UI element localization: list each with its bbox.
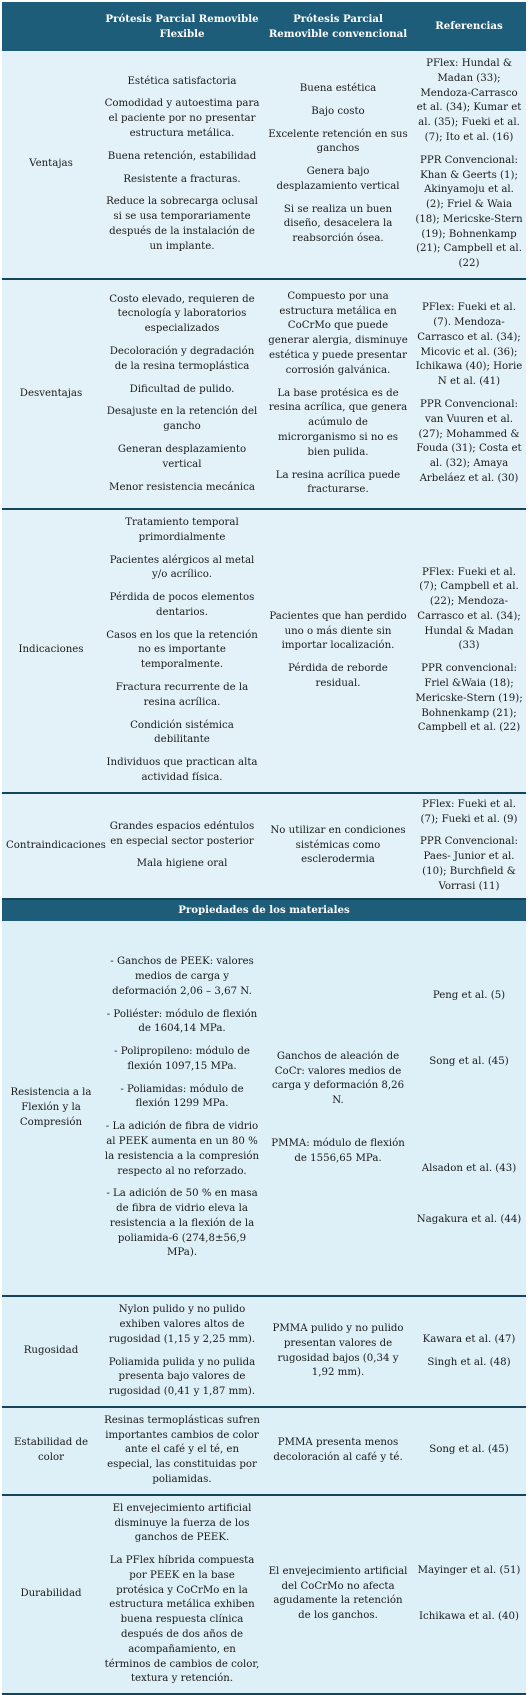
- comparison-table: [2, 2, 526, 1695]
- conventional-cell-text: Pacientes que han perdido uno o más diente sin importar localización.: [269, 610, 407, 652]
- references-cell: [412, 921, 526, 1296]
- conventional-cell: [264, 793, 412, 900]
- references-cell-text: PPR convencional: Friel &Waia (18); Mericske-Stern (19); Bohnenkamp (21); Campbell et al. (22): [415, 663, 523, 734]
- flexible-cell-text: Estética satisfactoria: [127, 75, 237, 87]
- row-label: Resistencia a la Flexión y la Compresión: [2, 921, 100, 1296]
- conventional-cell-text: Pérdida de reborde residual.: [288, 663, 388, 690]
- props-body: [2, 921, 526, 1694]
- references-cell-text: PPR Convencional: Paes- Junior et al. (10); Burchfield & Vorrasi (11): [420, 836, 518, 892]
- flexible-cell: [100, 279, 264, 509]
- conventional-cell-text: El envejecimiento artificial del CoCrMo no afecta agudamente la retención de los ganchos.: [268, 1565, 408, 1622]
- row-label: Desventajas: [2, 279, 100, 509]
- table-row: [2, 51, 526, 279]
- row-label: Ventajas: [2, 51, 100, 279]
- property-row: [2, 1296, 526, 1407]
- table-row: [2, 279, 526, 509]
- conventional-cell-text: PMMA: módulo de flexión de 1556,65 MPa.: [271, 1137, 405, 1164]
- flexible-cell: [100, 1495, 264, 1694]
- row-label: Indicaciones: [2, 509, 100, 793]
- conventional-cell-text: Buena estética: [299, 82, 377, 94]
- flexible-cell-text: La PFlex híbrida compuesta por PEEK en la base protésica y CoCrMo en la estructura metálica exhiben buena respuesta clínica después de dos años de acompañamiento, en términos de cambios de color, textura y retención.: [104, 1555, 260, 1685]
- row-label: Estabilidad de color: [2, 1407, 100, 1495]
- flexible-cell-text: Condición sistémica debilitante: [130, 719, 234, 746]
- main-body: [2, 51, 526, 899]
- flexible-cell-text: - Ganchos de PEEK: valores medios de carga y deformación 2,06 – 3,67 N.: [110, 956, 254, 997]
- flexible-cell-text: Grandes espacios edéntulos en especial sector posterior: [109, 820, 255, 847]
- flexible-cell-text: - Polipropileno: módulo de flexión 1097,15 MPa.: [114, 1046, 250, 1072]
- flexible-cell: [100, 793, 264, 900]
- flexible-cell-text: Pérdida de pocos elementos dentarios.: [109, 592, 255, 618]
- table-row: [2, 793, 526, 900]
- header-col-references: Referencias: [412, 2, 526, 51]
- conventional-cell: [264, 51, 412, 279]
- flexible-cell-text: Comodidad y autoestima para el paciente por no presentar estructura metálica.: [104, 98, 260, 139]
- conventional-cell: [264, 1495, 412, 1694]
- header-col-empty: [2, 2, 100, 51]
- references-cell-text: Song et al. (45): [429, 1056, 509, 1068]
- references-cell-text: Song et al. (45): [429, 1444, 509, 1456]
- flexible-cell-text: - Poliamidas: módulo de flexión 1299 MPa.: [120, 1083, 244, 1110]
- references-cell-text: Nagakura et al. (44): [416, 1213, 522, 1225]
- conventional-cell-text: Genera bajo desplazamiento vertical: [276, 166, 400, 192]
- conventional-cell-text: PMMA presenta menos decoloración al café y té.: [273, 1437, 403, 1463]
- row-label: Rugosidad: [2, 1296, 100, 1407]
- references-cell: [412, 1296, 526, 1407]
- conventional-cell-text: Compuesto por una estructura metálica en CoCrMo que puede generar alergia, disminuye estética y puede presentar corrosión galvánica.: [268, 290, 408, 376]
- references-cell-text: PFlex: Fueki et al. (7); Fueki et al. (9): [420, 798, 518, 825]
- flexible-cell-text: Menor resistencia mecánica: [109, 481, 255, 493]
- references-cell-text: Alsadon et al. (43): [421, 1163, 517, 1175]
- row-label: Durabilidad: [2, 1495, 100, 1694]
- references-cell-text: PPR Convencional: van Vuuren et al. (27); Mohammed & Fouda (31); Costa et al. (32); Amaya Arbeláez et al. (30): [416, 399, 522, 484]
- references-cell: [412, 509, 526, 793]
- row-label: Contraindicaciones: [2, 793, 100, 900]
- references-cell-text: PFlex: Fueki et al. (7). Mendoza-Carrasco et al. (34); Micovic et al. (36); Ichikawa (40); Horie N et al. (41): [415, 302, 523, 388]
- flexible-cell-text: Dificultad de pulido.: [129, 383, 235, 395]
- table-row: [2, 509, 526, 793]
- flexible-cell: [100, 509, 264, 793]
- references-cell-text: PPR Convencional: Khan & Geerts (1); Akinyamoju et al. (2); Friel & Waia (18); Mericske-Stern (19); Bohnenkamp (21); Campbell et al. (22): [415, 154, 523, 270]
- property-row: [2, 1407, 526, 1495]
- conventional-cell-text: La base protésica es de resina acrílica, que genera acúmulo de microrganismo si no es bien pulida.: [268, 387, 408, 458]
- references-cell-text: PFlex: Fueki et al. (7); Campbell et al. (22); Mendoza-Carrasco et al. (34); Hundal & Madan (33): [417, 566, 521, 652]
- flexible-cell-text: Pacientes alérgicos al metal y/o acrílico.: [109, 554, 255, 581]
- conventional-cell: [264, 509, 412, 793]
- references-cell: [412, 279, 526, 509]
- header-col-flexible: Prótesis Parcial Removible Flexible: [100, 2, 264, 51]
- references-cell-text: Peng et al. (5): [432, 989, 506, 1001]
- references-cell-text: PFlex: Hundal & Madan (33); Mendoza-Carrasco et al. (34); Kumar et al. (35); Fueki et al. (7); Ito et al. (16): [416, 58, 522, 143]
- references-cell: [412, 1407, 526, 1495]
- flexible-cell-text: - La adición de 50 % en masa de fibra de vidrio eleva la resistencia a la flexión de la poliamida-6 (274,8±56,9 MPa).: [106, 1188, 258, 1259]
- flexible-cell-text: Nylon pulido y no pulido exhiben valores altos de rugosidad (1,15 y 2,25 mm).: [108, 1304, 256, 1345]
- conventional-cell: [264, 921, 412, 1296]
- section-title: Propiedades de los materiales: [2, 899, 526, 921]
- references-cell-text: Mayinger et al. (51): [417, 1564, 521, 1576]
- property-row: [2, 921, 526, 1296]
- header-row: [2, 2, 526, 51]
- flexible-cell-text: Fractura recurrente de la resina acrílica.: [115, 682, 249, 708]
- flexible-cell: [100, 51, 264, 279]
- flexible-cell-text: Desajuste en la retención del gancho: [106, 406, 258, 433]
- flexible-cell-text: - La adición de fibra de vidrio al PEEK aumenta en un 80 % la resistencia a la compresión respecto al no reforzado.: [104, 1121, 260, 1177]
- flexible-cell-text: El envejecimiento artificial disminuye la fuerza de los ganchos de PEEK.: [112, 1502, 252, 1544]
- references-cell: [412, 1495, 526, 1694]
- references-cell: [412, 51, 526, 279]
- conventional-cell: [264, 1296, 412, 1407]
- conventional-cell-text: Si se realiza un buen diseño, desacelera la reabsorción ósea.: [283, 203, 393, 245]
- flexible-cell-text: Resinas termoplásticas sufren importantes cambios de color ante el café y el té, en especial, las constituidas por poliamidas.: [104, 1414, 260, 1485]
- flexible-cell-text: Costo elevado, requieren de tecnología y laboratorios especializados: [109, 293, 255, 335]
- conventional-cell-text: Bajo costo: [311, 105, 365, 117]
- property-row: [2, 1495, 526, 1694]
- conventional-cell: [264, 279, 412, 509]
- references-cell-text: Singh et al. (48): [427, 1356, 511, 1368]
- flexible-cell-text: Poliamida pulida y no pulida presenta bajo valores de rugosidad (0,41 y 1,87 mm).: [108, 1356, 256, 1398]
- flexible-cell: [100, 1407, 264, 1495]
- flexible-cell-text: Tratamiento temporal primordialmente: [125, 517, 239, 543]
- conventional-cell: [264, 1407, 412, 1495]
- flexible-cell-text: Casos en los que la retención no es importante temporalmente.: [106, 629, 258, 671]
- conventional-cell-text: No utilizar en condiciones sistémicas como esclerodermia: [270, 824, 406, 866]
- references-cell-text: Kawara et al. (47): [422, 1333, 516, 1345]
- flexible-cell-text: Mala higiene oral: [136, 858, 228, 870]
- flexible-cell: [100, 921, 264, 1296]
- header-col-conventional: Prótesis Parcial Removible convencional: [264, 2, 412, 51]
- flexible-cell: [100, 1296, 264, 1407]
- flexible-cell-text: Generan desplazamiento vertical: [117, 443, 247, 470]
- conventional-cell-text: PMMA pulido y no pulido presentan valores de rugosidad bajos (0,34 y 1,92 mm).: [272, 1322, 404, 1379]
- conventional-cell-text: Ganchos de aleación de CoCr: valores medios de carga y deformación 8,26 N.: [271, 1050, 405, 1107]
- conventional-cell-text: La resina acrílica puede fracturarse.: [275, 469, 401, 496]
- flexible-cell-text: Individuos que practican alta actividad física.: [106, 757, 258, 783]
- conventional-cell-text: Excelente retención en sus ganchos: [268, 128, 408, 155]
- flexible-cell-text: Buena retención, estabilidad: [107, 150, 257, 162]
- flexible-cell-text: Decoloración y degradación de la resina termoplástica: [109, 346, 255, 372]
- flexible-cell-text: - Poliéster: módulo de flexión de 1604,14 MPa.: [106, 1008, 258, 1035]
- references-cell: [412, 793, 526, 900]
- flexible-cell-text: Reduce la sobrecarga oclusal si se usa temporariamente después de la instalación de un implante.: [106, 196, 258, 252]
- section-row: [2, 899, 526, 921]
- flexible-cell-text: Resistente a fracturas.: [123, 173, 241, 185]
- references-cell-text: Ichikawa et al. (40): [419, 1611, 519, 1623]
